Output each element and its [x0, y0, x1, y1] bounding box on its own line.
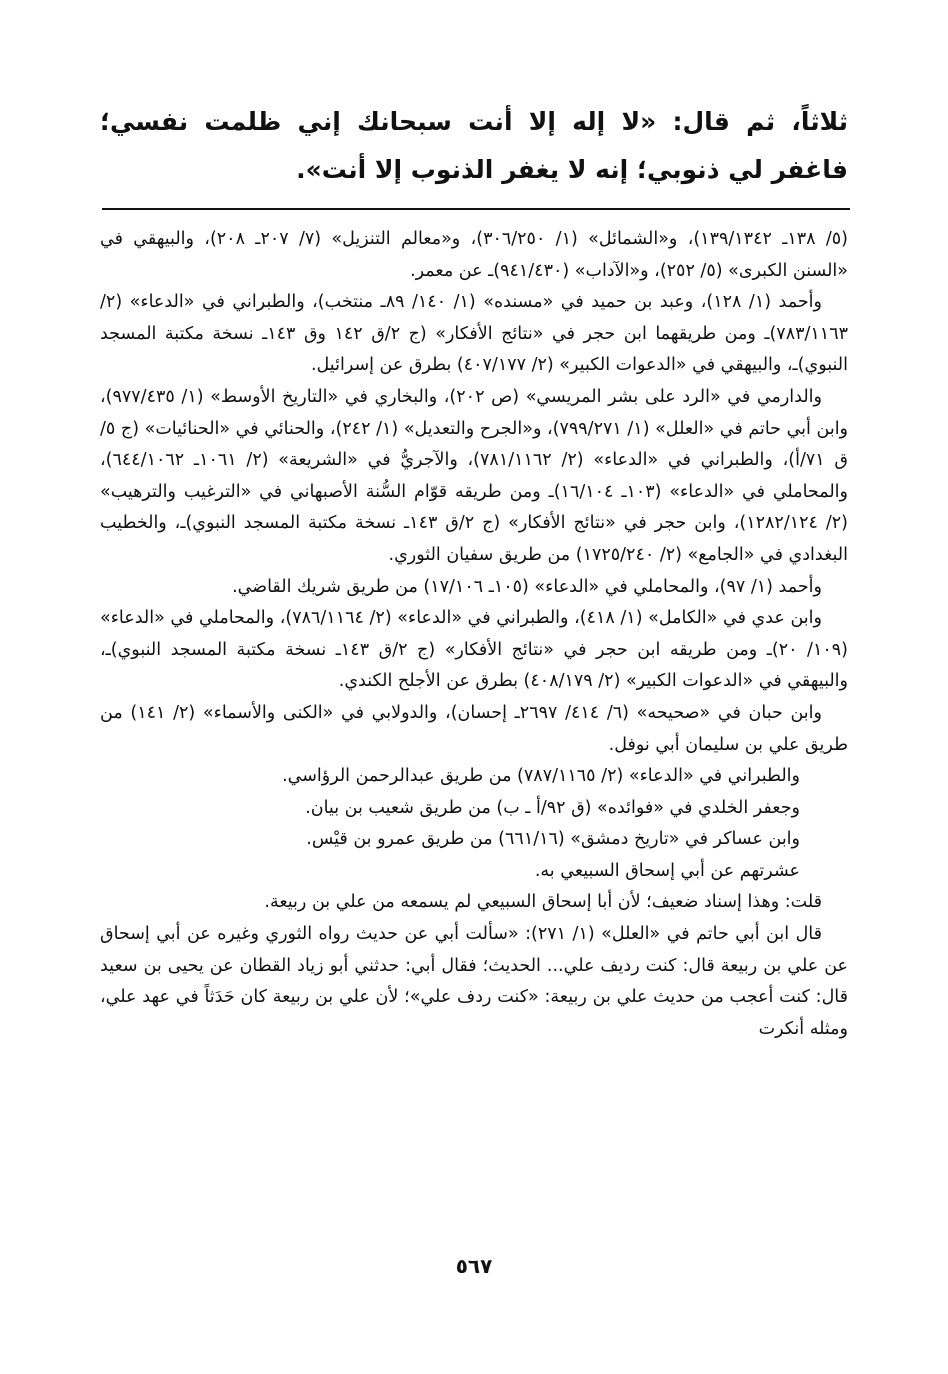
footnote-paragraph: عشرتهم عن أبي إسحاق السبيعي به. [534, 860, 800, 881]
main-text: ثلاثاً، ثم قال: «لا إله إلا أنت سبحانك إني ظلمت نفسي؛ فاغفر لي ذنوبي؛ إنه لا يغفر الذنوب إلا أنت». [100, 107, 848, 184]
footnote-paragraph: وابن عدي في «الكامل» (١/ ٤١٨)، والطبراني في «الدعاء» (٢/ ٧٨٦/١١٦٤)، والمحاملي في «الدعاء» (١٠٩/ ٢٠)ـ ومن طريقه ابن حجر في «نتائج الأفكار» (ج ٢/ق ١٤٣ـ نسخة مكتبة المسجد النبوي)ـ، والبيهقي في «الدعوات الكبير» (٢/ ٤٠٨/١٧٩) بطرق عن الأجلح الكندي. [100, 608, 848, 692]
footnote-separator [102, 208, 850, 210]
footnote-paragraph: وابن عساكر في «تاريخ دمشق» (٦٦١/١٦) من طريق عمرو بن قيْس. [306, 829, 800, 850]
footnote-paragraph: والدارمي في «الرد على بشر المريسي» (ص ٢٠٢)، والبخاري في «التاريخ الأوسط» (١/ ٩٧٧/٤٣٥)، وابن أبي حاتم في «العلل» (١/ ٧٩٩/٢٧١)، و«الجرح والتعديل» (١/ ٢٤٢)، والحنائي في «الحنائيات» (ج ٥/ق ٧١/أ)، والطبراني في «الدعاء» (٢/ ٧٨١/١١٦٢)، والآجريُّ في «الشريعة» (٢/ ١٠٦١ـ ٦٤٤/١٠٦٢)، والمحاملي في «الدعاء» (١٠٣ـ ١٦/١٠٤)ـ ومن طريقه قوّام السُّنة الأصبهاني في «الترغيب والترهيب» (٢/ ١٢٨٢/١٢٤)، وابن حجر في «نتائج الأفكار» (ج ٢/ق ١٤٣ـ نسخة مكتبة المسجد النبوي)ـ، والخطيب البغدادي في «الجامع» (٢/ ١٧٢٥/٢٤٠) من طريق سفيان الثوري. [100, 386, 849, 565]
footnotes [100, 224, 848, 1045]
footnote-paragraph: (٥/ ١٣٨ـ ١٣٩/١٣٤٢)، و«الشمائل» (١/ ٣٠٦/٢٥٠)، و«معالم التنزيل» (٧/ ٢٠٧ـ ٢٠٨)، والبيهقي في «السنن الكبرى» (٥/ ٢٥٢)، و«الآداب» (٩٤١/٤٣٠)ـ عن معمر. [100, 229, 848, 281]
footnote-paragraph: وجعفر الخلدي في «فوائده» (ق ٩٢/أ ـ ب) من طريق شعيب بن بيان. [305, 797, 800, 818]
footnote-paragraph: وأحمد (١/ ٩٧)، والمحاملي في «الدعاء» (١٠٥ـ ١٧/١٠٦) من طريق شريك القاضي. [232, 576, 822, 597]
page-number: ٥٦٧ [455, 1254, 493, 1278]
footnote-paragraph: وأحمد (١/ ١٢٨)، وعبد بن حميد في «مسنده» (١/ ١٤٠/ ٨٩ـ منتخب)، والطبراني في «الدعاء» (٢/ ٧٨٣/١١٦٣)ـ ومن طريقهما ابن حجر في «نتائج الأفكار» (ج ٢/ق ١٤٢ وق ١٤٣ـ نسخة مكتبة المسجد النبوي)ـ، والبيهقي في «الدعوات الكبير» (٢/ ٤٠٧/١٧٧) بطرق عن إسرائيل. [100, 292, 848, 376]
footnote-paragraph: قال ابن أبي حاتم في «العلل» (١/ ٢٧١): «سألت أبي عن حديث رواه الثوري وغيره عن أبي إسحاق عن علي بن ربيعة قال: كنت رديف علي... الحديث؛ فقال أبي: حدثني أبو زياد القطان عن يحيى بن سعيد قال: كنت أعجب من حديث علي بن ربيعة: «كنت ردف علي»؛ لأن علي بن ربيعة كان حَدَثاً في عهد علي، ومثله أنكرت [100, 924, 848, 1039]
footnote-paragraph: وابن حبان في «صحيحه» (٦/ ٤١٤/ ٢٦٩٧ـ إحسان)، والدولابي في «الكنى والأسماء» (٢/ ١٤١) من طريق علي بن سليمان أبي نوفل. [100, 702, 848, 755]
footnote-paragraph: والطبراني في «الدعاء» (٢/ ٧٨٧/١١٦٥) من طريق عبدالرحمن الرؤاسي. [282, 766, 800, 787]
footnote-paragraph: قلت: وهذا إسناد ضعيف؛ لأن أبا إسحاق السبيعي لم يسمعه من علي بن ربيعة. [264, 892, 822, 913]
